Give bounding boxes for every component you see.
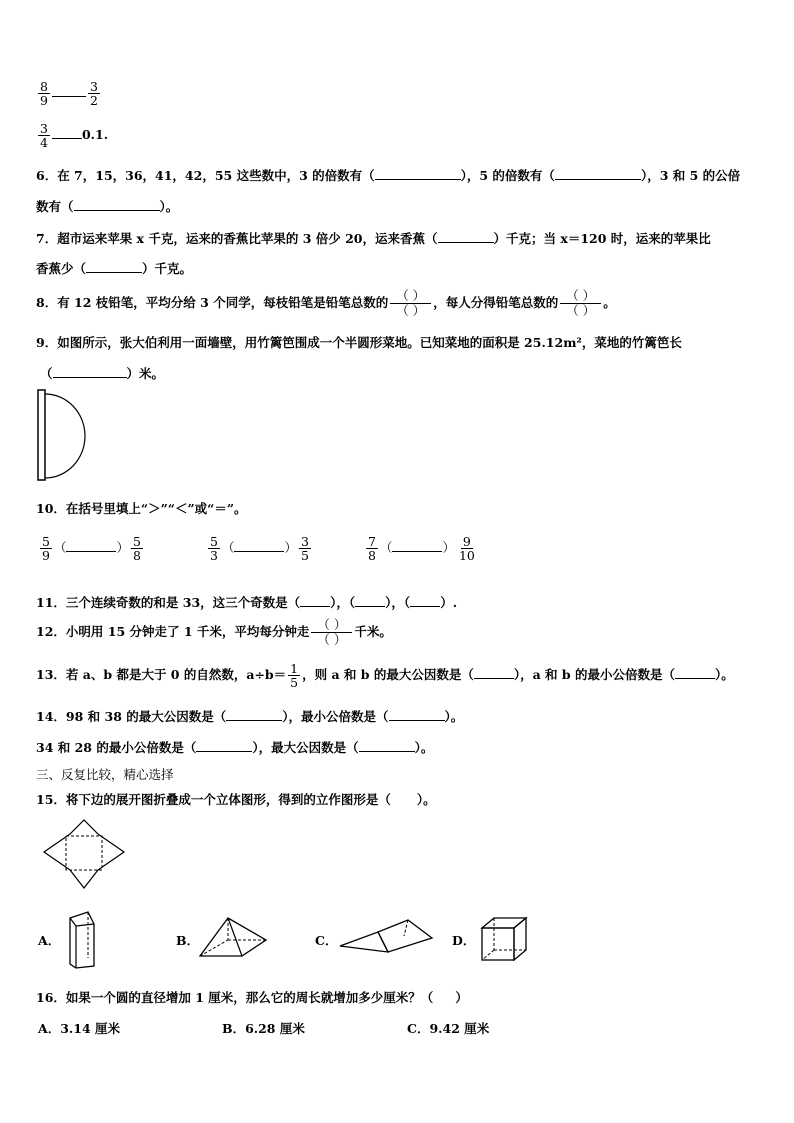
answer-blank[interactable] bbox=[359, 741, 415, 752]
question-6-line-2: 数有（ ）。 bbox=[36, 199, 179, 214]
answer-blank[interactable] bbox=[389, 710, 445, 721]
answer-blank[interactable] bbox=[53, 367, 127, 378]
answer-blank[interactable] bbox=[433, 992, 455, 1002]
question-16: 16．如果一个圆的直径增加 1 厘米，那么它的周长就增加多少厘米？（ ） bbox=[36, 990, 468, 1005]
fraction: $\frac{3}{4}$ bbox=[40, 121, 48, 151]
question-8: 8．有 12 枝铅笔，平均分给 3 个同学，每枝铅笔是铅笔总数的 （ ） （ ） ，每人分得铅笔总数的 （ ） （ ） 。 bbox=[36, 288, 616, 318]
option-d-label[interactable]: D． bbox=[452, 933, 476, 948]
question-6-line-1: 6．在 7，15，36，41，42，55 这些数中，3 的倍数有（ ），5 的倍数有（ ），3 和 5 的公倍 bbox=[36, 168, 741, 183]
answer-blank[interactable] bbox=[375, 169, 461, 180]
option-c-label[interactable]: C． bbox=[315, 933, 338, 948]
q16-option-a[interactable]: A．3.14 厘米 bbox=[38, 1021, 120, 1036]
pyramid-option-icon[interactable] bbox=[198, 914, 268, 960]
answer-blank[interactable] bbox=[86, 262, 142, 273]
answer-blank[interactable] bbox=[52, 128, 82, 139]
answer-blank[interactable] bbox=[52, 86, 86, 97]
answer-blank[interactable] bbox=[555, 169, 641, 180]
q16-option-b[interactable]: B．6.28 厘米 bbox=[222, 1021, 305, 1036]
question-10-items bbox=[38, 535, 479, 562]
fraction: $\frac{3}{5}$ bbox=[300, 534, 309, 564]
answer-blank[interactable] bbox=[196, 741, 252, 752]
fraction-blank[interactable]: （ ） （ ） bbox=[560, 289, 601, 318]
answer-blank[interactable] bbox=[66, 541, 116, 552]
answer-blank[interactable] bbox=[474, 668, 514, 679]
compare-row-2: $\frac{3}{4}$ 0.1. bbox=[40, 121, 109, 151]
question-12: 12．小明用 15 分钟走了 1 千米，平均每分钟走 （ ） （ ） 千米。 bbox=[36, 617, 392, 647]
fraction: $\frac{5}{9}$ bbox=[42, 534, 50, 564]
pyramid-net-figure bbox=[40, 818, 128, 892]
question-14-line-1: 14．98 和 38 的最大公因数是（ ），最小公倍数是（ ）。 bbox=[36, 709, 464, 724]
fraction: $\frac{7}{8}$ bbox=[367, 534, 376, 564]
fraction: $\frac{1}{5}$ bbox=[290, 661, 299, 691]
answer-blank[interactable] bbox=[300, 596, 330, 607]
answer-blank[interactable] bbox=[410, 596, 440, 607]
question-9-line-1: 9．如图所示，张大伯利用一面墙壁，用竹篱笆围成一个半圆形菜地。已知菜地的面积是 25.12m²，菜地的竹篱笆长 bbox=[36, 335, 682, 350]
answer-blank[interactable] bbox=[438, 232, 494, 243]
compare-item-3: $\frac{7}{8}$ （ ） $\frac{9}{10}$ bbox=[367, 534, 475, 564]
triangular-prism-option-icon[interactable] bbox=[338, 916, 434, 956]
question-10-title: 10．在括号里填上“＞”“＜”或“＝”。 bbox=[36, 501, 247, 516]
fraction-blank[interactable]: （ ） （ ） bbox=[311, 618, 352, 647]
fraction-blank[interactable]: （ ） （ ） bbox=[390, 289, 431, 318]
answer-blank[interactable] bbox=[392, 541, 442, 552]
question-15: 15．将下边的展开图折叠成一个立体图形，得到的立作图形是（ ）。 bbox=[36, 792, 436, 807]
compare-row-1 bbox=[36, 80, 102, 107]
q16-option-c[interactable]: C．9.42 厘米 bbox=[407, 1021, 490, 1036]
question-7-line-1: 7．超市运来苹果 x 千克，运来的香蕉比苹果的 3 倍少 20，运来香蕉（ ）千克；当 x＝120 时，运来的苹果比 bbox=[36, 231, 711, 246]
option-b-label[interactable]: B． bbox=[176, 933, 200, 948]
answer-blank[interactable] bbox=[74, 200, 160, 211]
question-13: 13．若 a、b 都是大于 0 的自然数，a÷b＝ $\frac{1}{5}$ ，则 a 和 b 的最大公因数是（ ），a 和 b 的最小公倍数是（ ）。 bbox=[36, 661, 734, 691]
answer-blank[interactable] bbox=[391, 794, 417, 804]
option-a-label[interactable]: A． bbox=[38, 933, 61, 948]
fraction: $\frac{5}{8}$ bbox=[132, 534, 141, 564]
semicircle-garden-figure bbox=[36, 386, 96, 486]
section-3-heading: 三、反复比较，精心选择 bbox=[36, 767, 174, 782]
compare-item-1: $\frac{5}{9}$ （ ） $\frac{5}{8}$ bbox=[42, 534, 141, 564]
compare-item-2: $\frac{5}{3}$ （ ） $\frac{3}{5}$ bbox=[209, 534, 309, 564]
question-9-line-2: （ ）米。 bbox=[40, 366, 165, 381]
fraction: $\frac{9}{10}$ bbox=[458, 534, 475, 564]
tall-prism-option-icon[interactable] bbox=[64, 908, 104, 970]
answer-blank[interactable] bbox=[234, 541, 284, 552]
answer-blank[interactable] bbox=[226, 710, 282, 721]
answer-blank[interactable] bbox=[675, 668, 715, 679]
fraction: $\frac{5}{3}$ bbox=[209, 534, 218, 564]
answer-blank[interactable] bbox=[355, 596, 385, 607]
question-14-line-2: 34 和 28 的最小公倍数是（ ），最大公因数是（ ）。 bbox=[36, 740, 434, 755]
question-7-line-2: 香蕉少（ ）千克。 bbox=[36, 261, 193, 276]
cube-option-icon[interactable] bbox=[478, 914, 532, 964]
question-11: 11．三个连续奇数的和是 33，这三个奇数是（ ），（ ），（ ）. bbox=[36, 595, 458, 610]
fraction: $\frac{8}{9}$ bbox=[40, 79, 48, 109]
fraction: $\frac{3}{2}$ bbox=[89, 79, 98, 109]
